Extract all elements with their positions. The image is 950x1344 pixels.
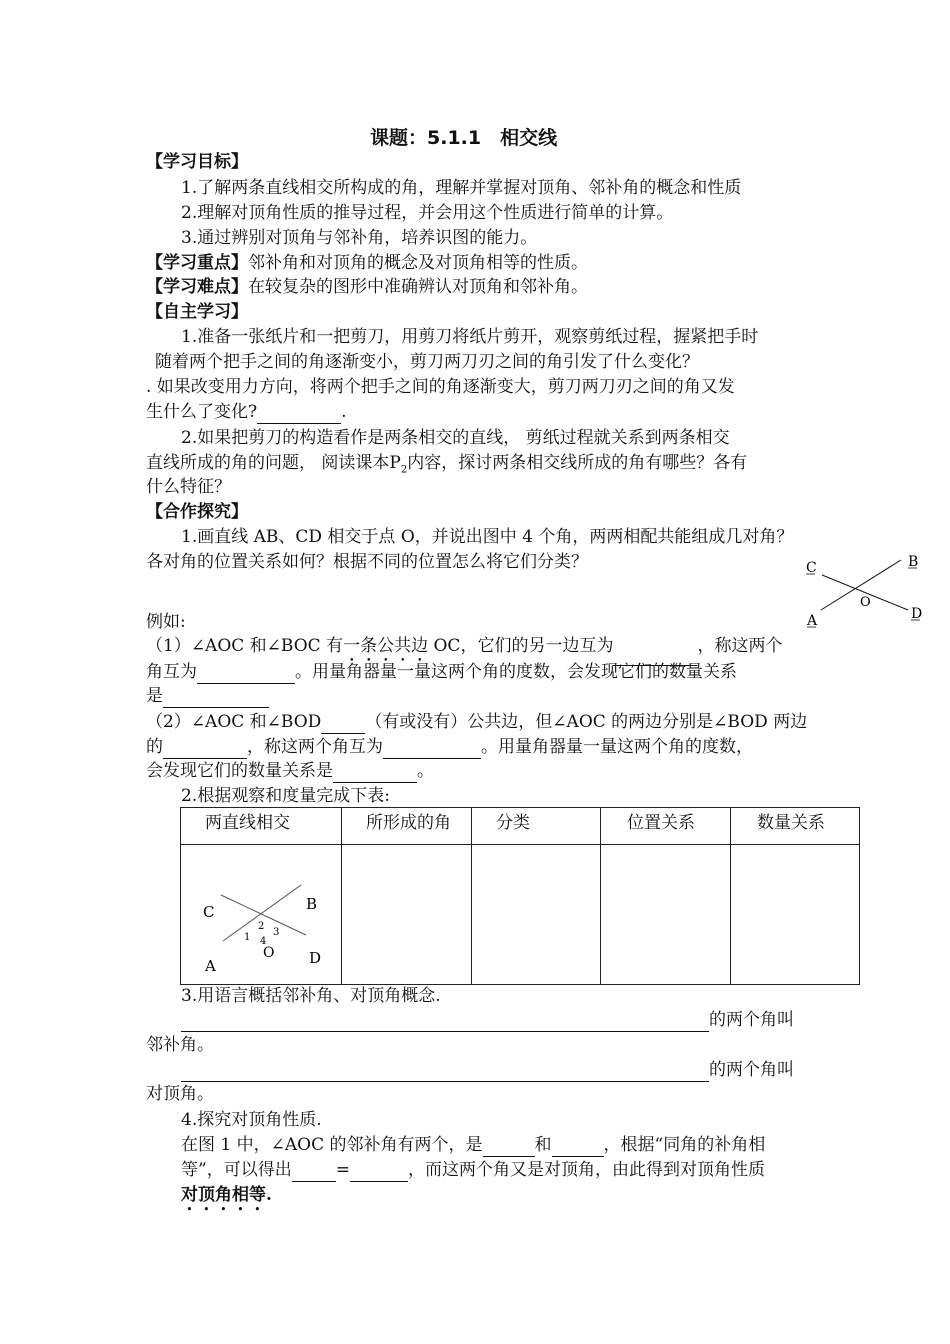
label-a: A	[807, 613, 818, 629]
coop-q4: 4.探究对顶角性质.	[181, 1110, 322, 1130]
intersecting-lines-figure	[800, 548, 930, 633]
goals-heading: 【学习目标】	[146, 152, 248, 172]
angle-number: 2	[258, 921, 265, 932]
coop-heading: 【合作探究】	[146, 502, 248, 522]
table-header: 分类	[472, 808, 601, 845]
self-study-p1: 生什么了变化?	[146, 402, 258, 422]
difficulty-line	[146, 275, 588, 299]
difficulty-text: 在较复杂的图形中准确辨认对顶角和邻补角。	[248, 277, 588, 297]
q4-line: 在图 1 中，∠AOC 的邻补角有两个，是 和 ，根据“同角的补角相	[181, 1135, 766, 1155]
label-b: B	[306, 895, 318, 913]
self-study-p1: 随着两个把手之间的角逐渐变小，剪刀两刀刃之间的角引发了什么变化？	[155, 352, 699, 372]
table-header: 两直线相交	[181, 808, 342, 845]
answer-blank[interactable]	[383, 741, 481, 759]
self-study-p2: 内容，探讨两条相交线所成的角有哪些？各有	[407, 453, 748, 473]
example-2-line: 的 ，称这两个角互为 。用量角器量一量这两个角的度数，	[146, 737, 753, 757]
q3-line: 的两个角叫	[181, 1008, 794, 1032]
answer-blank[interactable]	[292, 1164, 336, 1182]
table-intersection-figure	[181, 845, 341, 979]
difficulty-heading: 【学习难点】	[146, 277, 248, 297]
label-c: C	[806, 560, 817, 576]
page-title: 课题：5.1.1 相交线	[370, 127, 558, 149]
angle-table	[180, 807, 860, 985]
label-d: D	[309, 949, 322, 967]
self-study-p2: 直线所成的角的问题， 阅读课本	[146, 453, 390, 473]
label-d: D	[911, 606, 923, 622]
page-ref: $P_2$	[389, 453, 408, 476]
q3-end: 对顶角。	[146, 1084, 214, 1104]
goal-item: 2.理解对顶角性质的推导过程，并会用这个性质进行简单的计算。	[181, 203, 674, 223]
answer-blank[interactable]	[197, 666, 295, 684]
goal-item: 3.通过辨别对顶角与邻补角，培养识图的能力。	[181, 228, 538, 248]
coop-q1: 1.画直线 AB、CD 相交于点 O，并说出图中 4 个角，两两相配共能组成几对角？	[181, 527, 794, 547]
goal-item: 1.了解两条直线相交所构成的角，理解并掌握对顶角、邻补角的概念和性质	[181, 178, 742, 198]
coop-q1: 各对角的位置关系如何？根据不同的位置怎么将它们分类？	[146, 552, 588, 572]
example-1-line: 是	[146, 684, 269, 708]
table-cell[interactable]	[731, 845, 860, 985]
table-cell[interactable]	[342, 845, 472, 985]
self-study-p2: 2.如果把剪刀的构造看作是两条相交的直线， 剪纸过程就关系到两条相交	[181, 428, 730, 448]
coop-q2: 2.根据观察和度量完成下表:	[181, 786, 390, 806]
table-cell[interactable]	[601, 845, 731, 985]
focus-text: 邻补角和对顶角的概念及对顶角相等的性质。	[248, 253, 588, 273]
focus-heading: 【学习重点】	[146, 253, 248, 273]
example-label: 例如:	[146, 612, 186, 632]
label-o: O	[860, 595, 871, 610]
self-study-heading: 【自主学习】	[146, 302, 248, 322]
angle-number: 3	[273, 927, 280, 938]
label-c: C	[203, 903, 215, 921]
angle-number: 1	[244, 932, 251, 943]
conclusion-text: 对顶角相等	[181, 1185, 266, 1205]
answer-blank[interactable]	[321, 716, 365, 734]
self-study-p1: . 如果改变用力方向，将两个把手之间的角逐渐变大，剪刀两刀刃之间的角又发	[146, 377, 735, 397]
example-2-line: 会发现它们的数量关系是 。	[146, 761, 434, 781]
answer-blank[interactable]	[257, 406, 341, 424]
q3-line: 的两个角叫	[181, 1058, 794, 1082]
table-cell-figure	[181, 845, 342, 985]
angle-number: 4	[260, 936, 267, 947]
label-a: A	[205, 957, 216, 975]
example-1-line: （1）∠AOC 和∠BOC 有一条公共边 OC，它们的另一边互为 ，称这两个	[146, 634, 782, 666]
answer-blank[interactable]	[163, 690, 269, 708]
answer-blank[interactable]	[181, 1014, 709, 1032]
example-2-line: （2）∠AOC 和∠BOD （有或没有）公共边，但∠AOC 的两边分别是∠BOD 两边	[146, 712, 808, 732]
table-header: 数量关系	[731, 808, 860, 845]
q4-conclusion-line: 对顶角相等.	[181, 1185, 272, 1205]
label-o: O	[263, 945, 275, 961]
table-header: 所形成的角	[342, 808, 472, 845]
q4-line: 等”，可以得出 = ，而这两个角又是对顶角，由此得到对顶角性质	[181, 1160, 765, 1180]
answer-blank[interactable]	[350, 1164, 408, 1182]
self-study-p2-line	[146, 451, 747, 482]
answer-blank[interactable]	[163, 741, 247, 759]
q3-end: 邻补角。	[146, 1035, 214, 1055]
answer-blank[interactable]	[181, 1064, 709, 1082]
emphasis-text: 一条公共边	[343, 636, 429, 656]
coop-q3: 3.用语言概括邻补角、对顶角概念.	[181, 986, 441, 1006]
self-study-p2: 什么特征？	[146, 477, 231, 497]
answer-blank[interactable]	[333, 765, 417, 783]
label-b: B	[908, 554, 919, 570]
self-study-p1-last	[146, 400, 347, 424]
answer-blank[interactable]	[552, 1139, 604, 1157]
focus-line	[146, 251, 588, 275]
self-study-p1: 1.准备一张纸片和一把剪刀，用剪刀将纸片剪开，观察剪纸过程，握紧把手时	[181, 327, 759, 347]
example-1-line: 角互为 。用量角器量一量这两个角的度数，会发现它们的数量关系	[146, 662, 737, 682]
table-cell[interactable]	[472, 845, 601, 985]
period: .	[341, 402, 347, 422]
table-header: 位置关系	[601, 808, 731, 845]
answer-blank[interactable]	[483, 1139, 535, 1157]
